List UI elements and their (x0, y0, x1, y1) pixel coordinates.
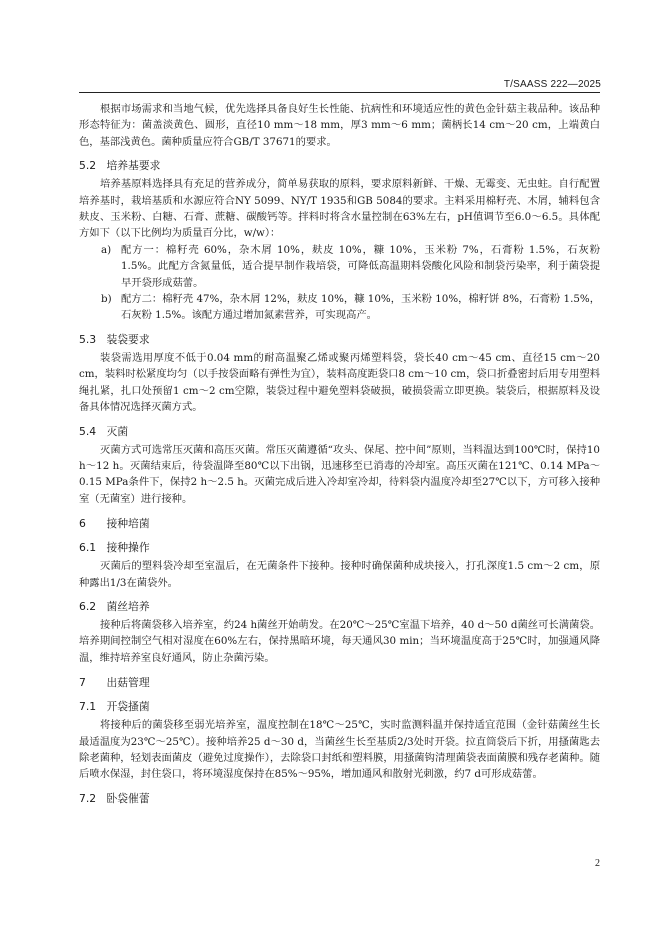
section-heading-7-2 (79, 791, 600, 807)
section-number: 7.2 (79, 791, 97, 805)
section-title: 菌丝培养 (106, 599, 150, 613)
paragraph-sterilization: 灭菌方式可选常压灭菌和高压灭菌。常压灭菌遵循“攻头、保尾、控中间”原则，当料温达到100℃时，保持10 h～12 h。灭菌结束后，待袋温降至80℃以下出锅，迅速移至已消毒的冷却室。高压灭菌在121℃、0.14 MPa～0.15 MPa条件下，保持2 h～2.5 h。灭菌完成后进入冷却室冷却，待料袋内温度冷却至27℃以下，方可移入接种室（无菌室）进行接种。 (79, 443, 600, 505)
list-item-text: 配方一：棉籽壳 60%，杂木屑 10%，麸皮 10%，糠 10%，玉米粉 7%，石膏粉 1.5%，石灰粉 1.5%。此配方含氮量低，适合提早制作栽培袋，可降低高温期料袋酸化风险和制袋污染率，利于菌袋提早开袋形成菇蕾。 (121, 243, 600, 289)
section-number: 5.2 (79, 159, 97, 173)
section-number: 7.1 (79, 700, 97, 714)
section-heading-6-2 (79, 599, 600, 615)
section-heading-6 (79, 516, 600, 532)
section-number: 5.4 (79, 424, 97, 438)
section-title: 接种培菌 (106, 517, 150, 531)
section-title: 出菇管理 (106, 676, 150, 690)
section-heading-5-4 (79, 424, 600, 440)
section-number: 5.3 (79, 332, 97, 346)
section-title: 卧袋催蕾 (106, 791, 150, 805)
list-item-label: b) (101, 293, 112, 306)
list-item (79, 291, 600, 324)
section-heading-5-2 (79, 158, 600, 174)
list-item-label: a) (101, 243, 112, 256)
section-heading-6-1 (79, 540, 600, 556)
paragraph-bag-opening: 将接种后的菌袋移至弱光培养室，温度控制在18℃～25℃，实时监测料温并保持适宜范围（金针菇菌丝生长最适温度为23℃～25℃）。接种培养25 d～30 d，当菌丝生长至基质2/3处时开袋。拉直筒袋后下折，用搔菌匙去除老菌种，轻划表面菌皮（避免过度操作），去除袋口封纸和塑料膜，用搔菌钩清理菌袋表面菌膜和残存老菌种。随后喷水保湿，封住袋口，将环境湿度保持在85%～95%，增加通风和散射光刺激，约7 d可形成菇蕾。 (79, 719, 600, 781)
paragraph-variety: 根据市场需求和当地气候，优先选择具备良好生长性能、抗病性和环境适应性的黄色金针菇主栽品种。该品种形态特征为：菌盖淡黄色、圆形，直径10 mm～18 mm，厚3 mm～6 mm；菌柄长14 cm～20 cm，上端黄白色，基部浅黄色。菌种质量应符合GB/T 37671的要求。 (79, 103, 600, 148)
paragraph-inoculation: 灭菌后的塑料袋冷却至室温后，在无菌条件下接种。接种时确保菌种成块接入，打孔深度1.5 cm～2 cm，原种露出1/3在菌袋外。 (79, 560, 600, 589)
section-title: 灭菌 (106, 424, 129, 438)
paragraph-mycelium-culture: 接种后将菌袋移入培养室，约24 h菌丝开始萌发。在20℃～25℃室温下培养，40 d～50 d菌丝可长满菌袋。培养期间控制空气相对湿度在60%左右，保持黑暗环境，每天通风30 min；当环境温度高于25℃时，加强通风降温，维持培养室良好通风，防止杂菌污染。 (79, 618, 600, 664)
section-number: 7 (79, 676, 86, 690)
section-number: 6.2 (79, 599, 97, 613)
document-code: T/SAASS 222—2025 (503, 79, 601, 90)
document-body (79, 101, 600, 809)
list-item (79, 242, 600, 291)
section-heading-5-3 (79, 332, 600, 348)
section-number: 6 (79, 517, 86, 531)
paragraph-substrate: 培养基原料选择具有充足的营养成分，简单易获取的原料，要求原料新鲜、干燥、无霉变、无虫蛀。自行配置培养基时，栽培基质和水源应符合NY 5099、NY/T 1935和GB 5084的要求。主料采用棉籽壳、木屑，辅料包含麸皮、玉米粉、白糖、石膏、蔗糖、碳酸钙等。拌料时将含水量控制在63%左右，pH值调节至6.0～6.5。具体配方如下（以下比例均为质量百分比，w/w）： (79, 178, 600, 240)
section-title: 装袋要求 (106, 332, 150, 346)
section-heading-7 (79, 675, 600, 691)
section-number: 6.1 (79, 541, 97, 555)
section-title: 培养基要求 (106, 159, 161, 173)
header-rule (79, 92, 600, 93)
paragraph-bagging: 装袋需选用厚度不低于0.04 mm的耐高温聚乙烯或聚丙烯塑料袋，袋长40 cm～45 cm、直径15 cm～20 cm，装料时松紧度均匀（以手按袋面略有弹性为宜），装料高度距袋口8 cm～10 cm，袋口折叠密封后用专用塑料绳扎紧，扎口处预留1 cm～2 cm空隙，装袋过程中避免塑料袋破损，破损袋需立即更换。装袋后，根据原料及设备具体情况选择灭菌方式。 (79, 351, 600, 414)
page-number: 2 (595, 858, 600, 869)
section-heading-7-1 (79, 699, 600, 715)
section-title: 接种操作 (106, 541, 150, 555)
section-title: 开袋搔菌 (106, 700, 150, 714)
list-item-text: 配方二：棉籽壳 47%，杂木屑 12%，麸皮 10%，糠 10%，玉米粉 10%，棉籽饼 8%，石膏粉 1.5%，石灰粉 1.5%。该配方通过增加氮素营养，可实现高产。 (121, 293, 600, 322)
